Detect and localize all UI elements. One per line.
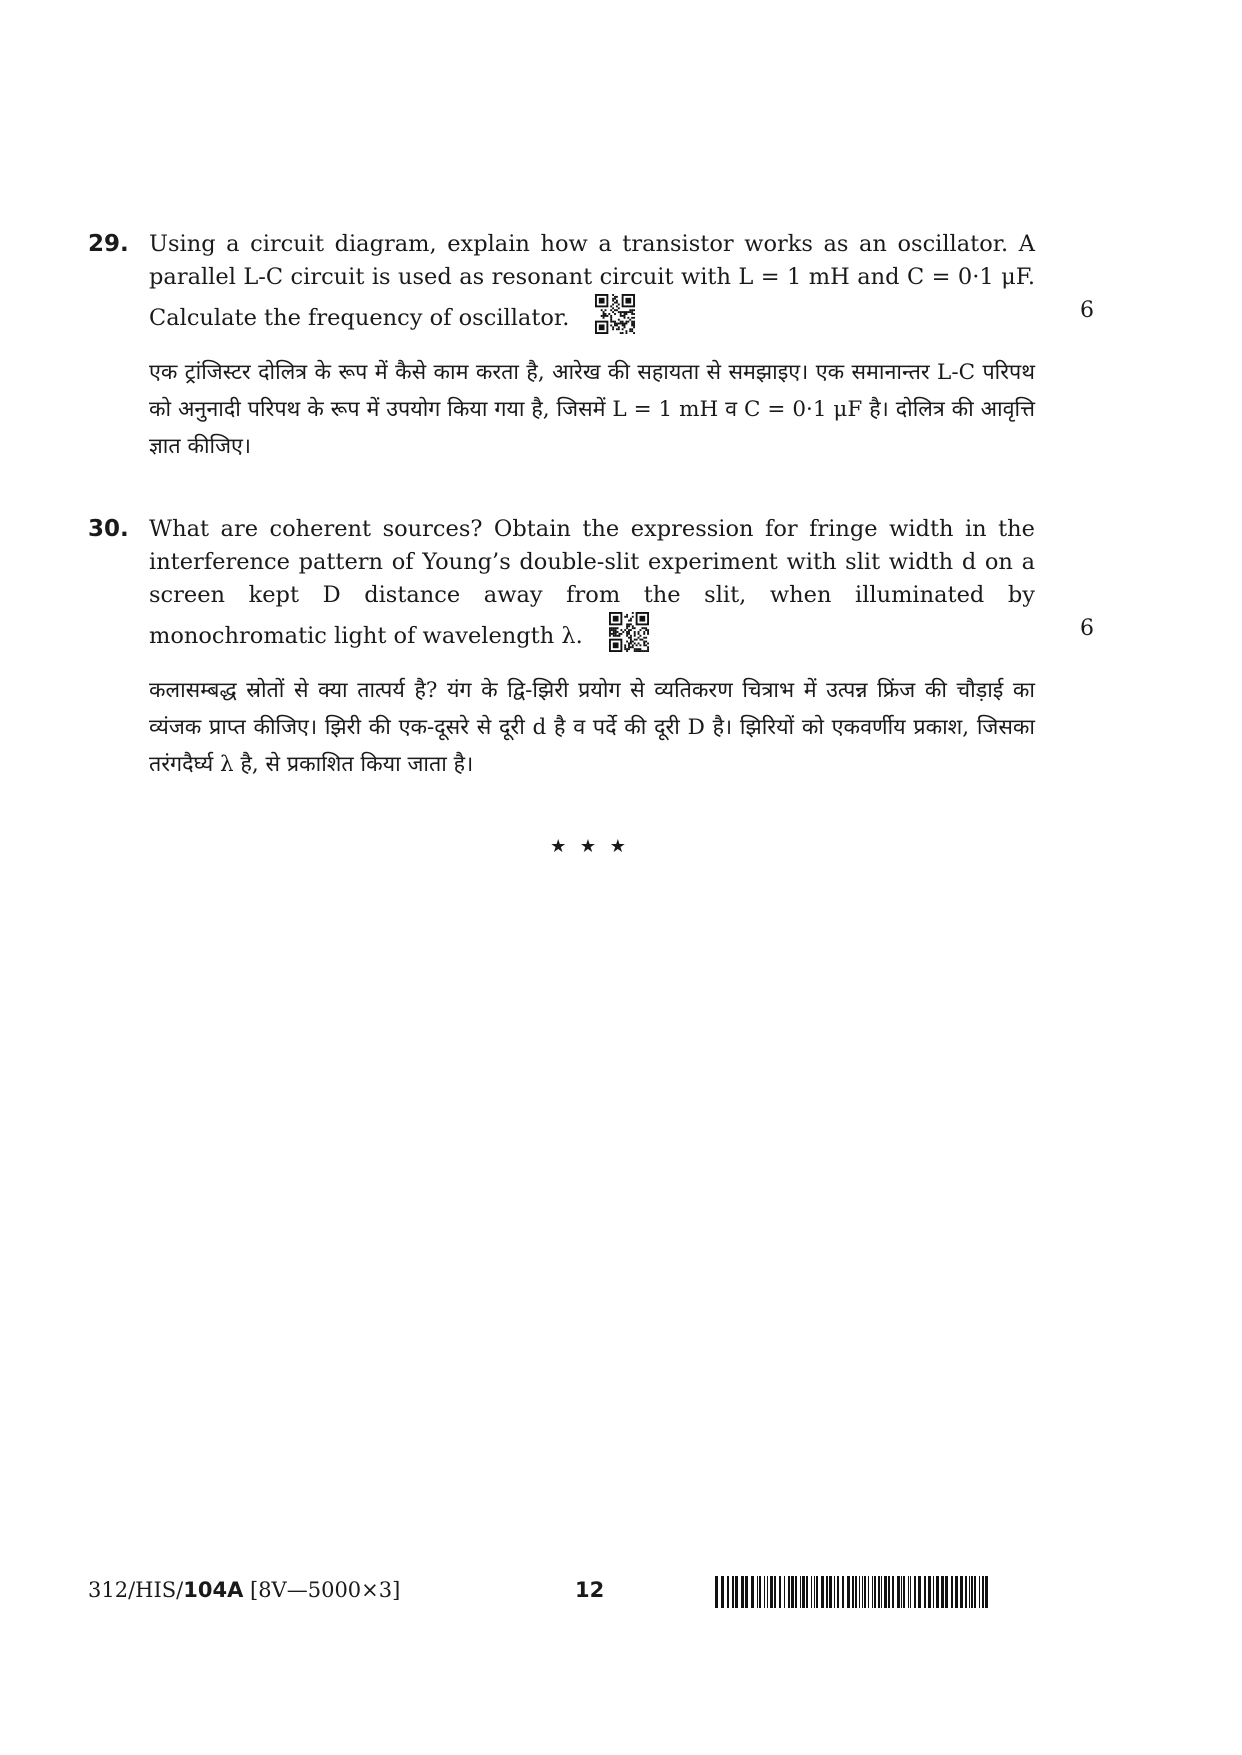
question-body bbox=[149, 513, 1035, 783]
qr-code-icon bbox=[609, 612, 649, 662]
marks: 6 bbox=[1080, 298, 1094, 323]
question-number: 29. bbox=[88, 231, 129, 257]
question-text-hindi: एक ट्रांजिस्टर दोलित्र के रूप में कैसे काम करता है, आरेख की सहायता से समझाइए। एक समानान्तर L-C परिपथ को अनुनादी परिपथ के रूप में उपयोग किया गया है, जिसमें L = 1 mH व C = 0·1 μF है। दोलित्र की आवृत्ति ज्ञात कीजिए। bbox=[149, 360, 1035, 459]
paper-code: 312/HIS/104A [8V—5000×3] bbox=[88, 1578, 401, 1602]
qr-code-icon bbox=[595, 294, 635, 344]
question-text-hindi: कलासम्बद्ध स्रोतों से क्या तात्पर्य है? यंग के द्वि-झिरी प्रयोग से व्यतिकरण चित्राभ में उत्पन्न फ्रिंज की चौड़ाई का व्यंजक प्राप्त कीजिए। झिरी की एक-दूसरे से दूरी d है व पर्दे की दूरी D है। झिरियों को एकवर्णीय प्रकाश, जिसका तरंगदैर्घ्य λ है, से प्रकाशित किया जाता है। bbox=[149, 678, 1035, 777]
end-of-paper-mark: ★ ★ ★ bbox=[550, 836, 630, 857]
question-text-english: What are coherent sources? Obtain the expression for fringe width in the interference pattern of Young’s double-slit experiment with slit width d on a screen kept D distance away from the slit, when illuminated by monochromatic light of wavelength λ. bbox=[149, 513, 1035, 662]
question-text-english: Using a circuit diagram, explain how a transistor works as an oscillator. A parallel L-C circuit is used as resonant circuit with L = 1 mH and C = 0·1 μF. Calculate the frequency of oscillator. bbox=[149, 228, 1035, 344]
marks: 6 bbox=[1080, 616, 1094, 641]
page-number: 12 bbox=[575, 1578, 605, 1602]
barcode-icon bbox=[715, 1576, 995, 1612]
question-number: 30. bbox=[88, 516, 129, 542]
question-body bbox=[149, 228, 1035, 465]
